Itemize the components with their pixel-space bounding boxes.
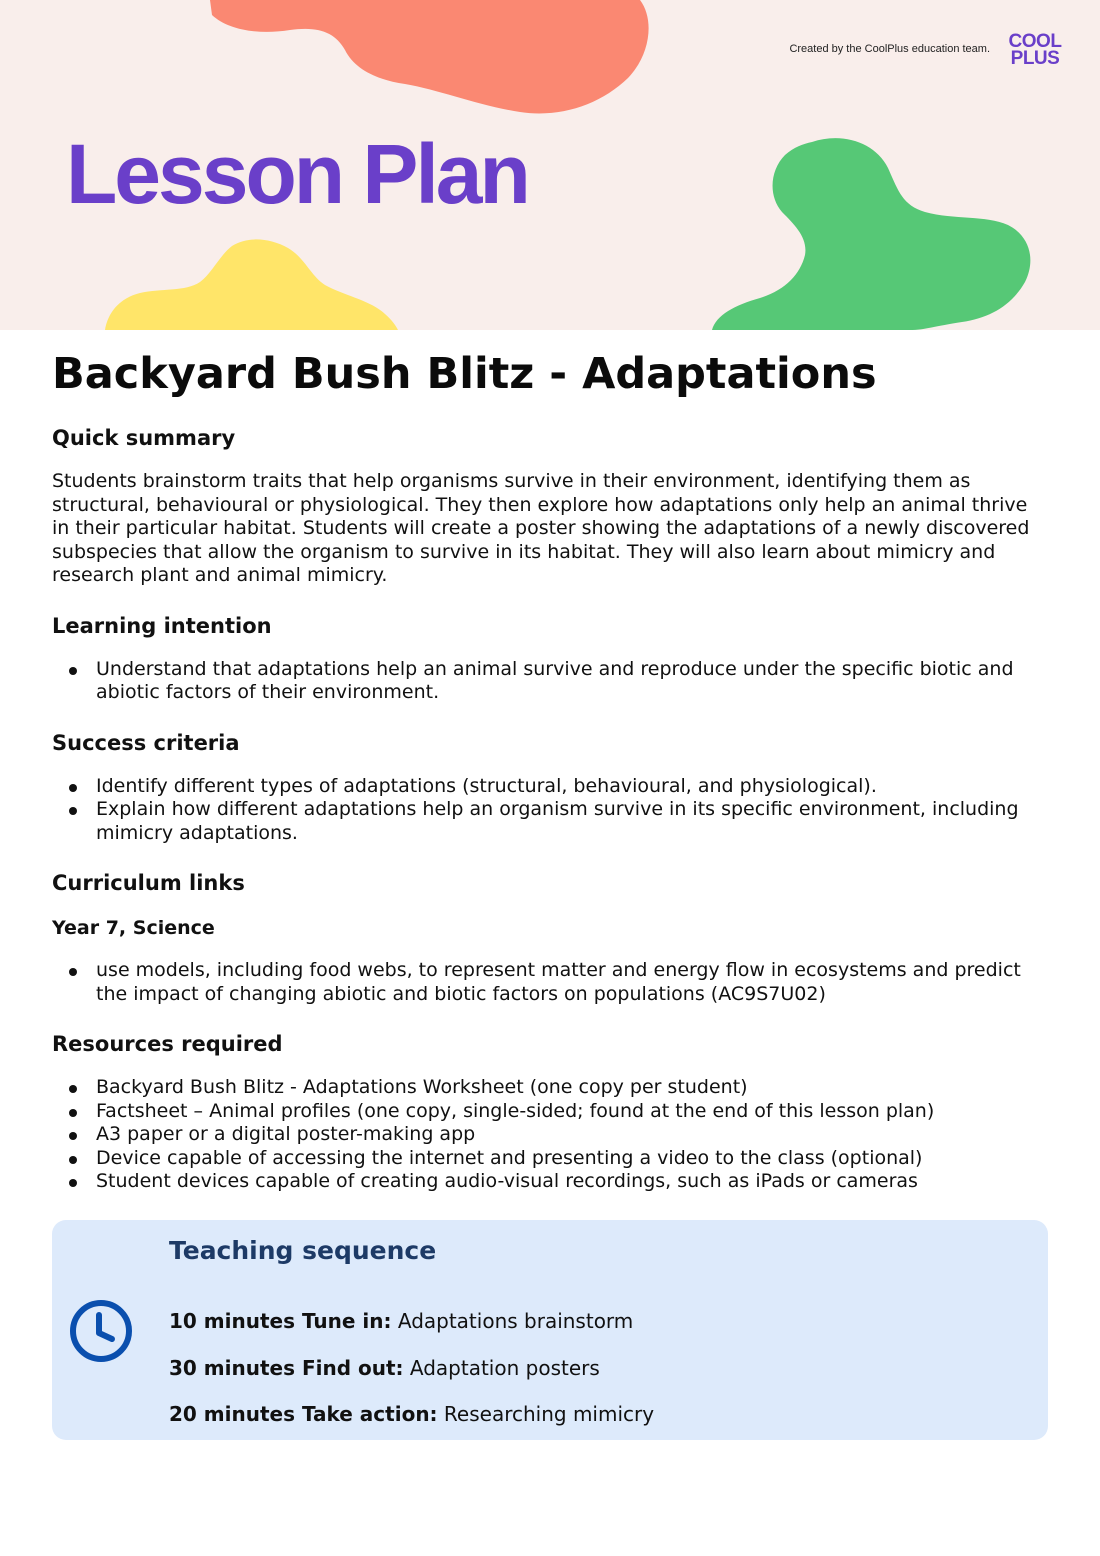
step-label: 30 minutes Find out: (169, 1356, 404, 1380)
green-blob (712, 138, 1030, 330)
clock-icon (68, 1298, 134, 1364)
yellow-blob (105, 239, 398, 330)
list-item: Device capable of accessing the internet and presenting a video to the class (optional) (52, 1147, 1052, 1171)
success-heading: Success criteria (52, 730, 240, 755)
summary-heading: Quick summary (52, 426, 236, 450)
resources-list (52, 1076, 1052, 1194)
coral-blob (210, 0, 649, 113)
list-item: Student devices capable of creating audio-visual recordings, such as iPads or cameras (52, 1170, 1052, 1194)
curriculum-subheading: Year 7, Science (52, 917, 215, 939)
list-item: use models, including food webs, to represent matter and energy flow in ecosystems and predict the impact of changing abiotic and biotic factors on populations (AC9S7U02) (52, 959, 1052, 1006)
teaching-sequence-box (52, 1220, 1048, 1440)
coolplus-logo (1003, 33, 1067, 73)
step-label: 20 minutes Take action: (169, 1402, 438, 1426)
intention-heading: Learning intention (52, 613, 272, 638)
main-content (52, 346, 1052, 1218)
step-text: Adaptation posters (409, 1356, 600, 1380)
step-text: Adaptations brainstorm (397, 1309, 634, 1333)
credit-text: Created by the CoolPlus education team. (789, 43, 990, 55)
teaching-sequence-title: Teaching sequence (169, 1236, 437, 1265)
logo-line-cool: COOL (1008, 31, 1062, 52)
resources-heading: Resources required (52, 1032, 283, 1056)
hero-title: Lesson Plan (66, 127, 528, 221)
list-item: Identify different types of adaptations (structural, behavioural, and physiological). (52, 775, 1052, 799)
step-text: Researching mimicry (443, 1402, 655, 1426)
intention-list (52, 658, 1052, 705)
list-item: Backyard Bush Blitz - Adaptations Worksheet (one copy per student) (52, 1076, 1052, 1100)
summary-text: Students brainstorm traits that help organisms survive in their environment, identifying them as structural, behavioural or physiological. They then explore how adaptations only help an animal thrive in their particular habitat. Students will create a poster showing the adaptations of a newly discovered subspecies that allow the organism to survive in its habitat. They will also learn about mimicry and research plant and animal mimicry. (52, 470, 1030, 586)
list-item: Explain how different adaptations help an organism survive in its specific environment, including mimicry adaptations. (52, 798, 1052, 845)
list-item: Factsheet – Animal profiles (one copy, single-sided; found at the end of this lesson plan) (52, 1100, 1052, 1124)
curriculum-list (52, 959, 1052, 1006)
teaching-step-tune-in (169, 1308, 633, 1334)
success-list (52, 775, 1052, 846)
document-title: Backyard Bush Blitz - Adaptations (52, 349, 877, 399)
header-banner (0, 0, 1100, 330)
teaching-step-take-action (169, 1401, 654, 1427)
logo-line-plus: PLUS (1010, 48, 1060, 69)
list-item: A3 paper or a digital poster-making app (52, 1123, 1052, 1147)
list-item: Understand that adaptations help an animal survive and reproduce under the specific biotic and abiotic factors of their environment. (52, 658, 1052, 705)
teaching-step-find-out (169, 1355, 600, 1381)
step-label: 10 minutes Tune in: (169, 1309, 392, 1333)
curriculum-heading: Curriculum links (52, 871, 245, 895)
